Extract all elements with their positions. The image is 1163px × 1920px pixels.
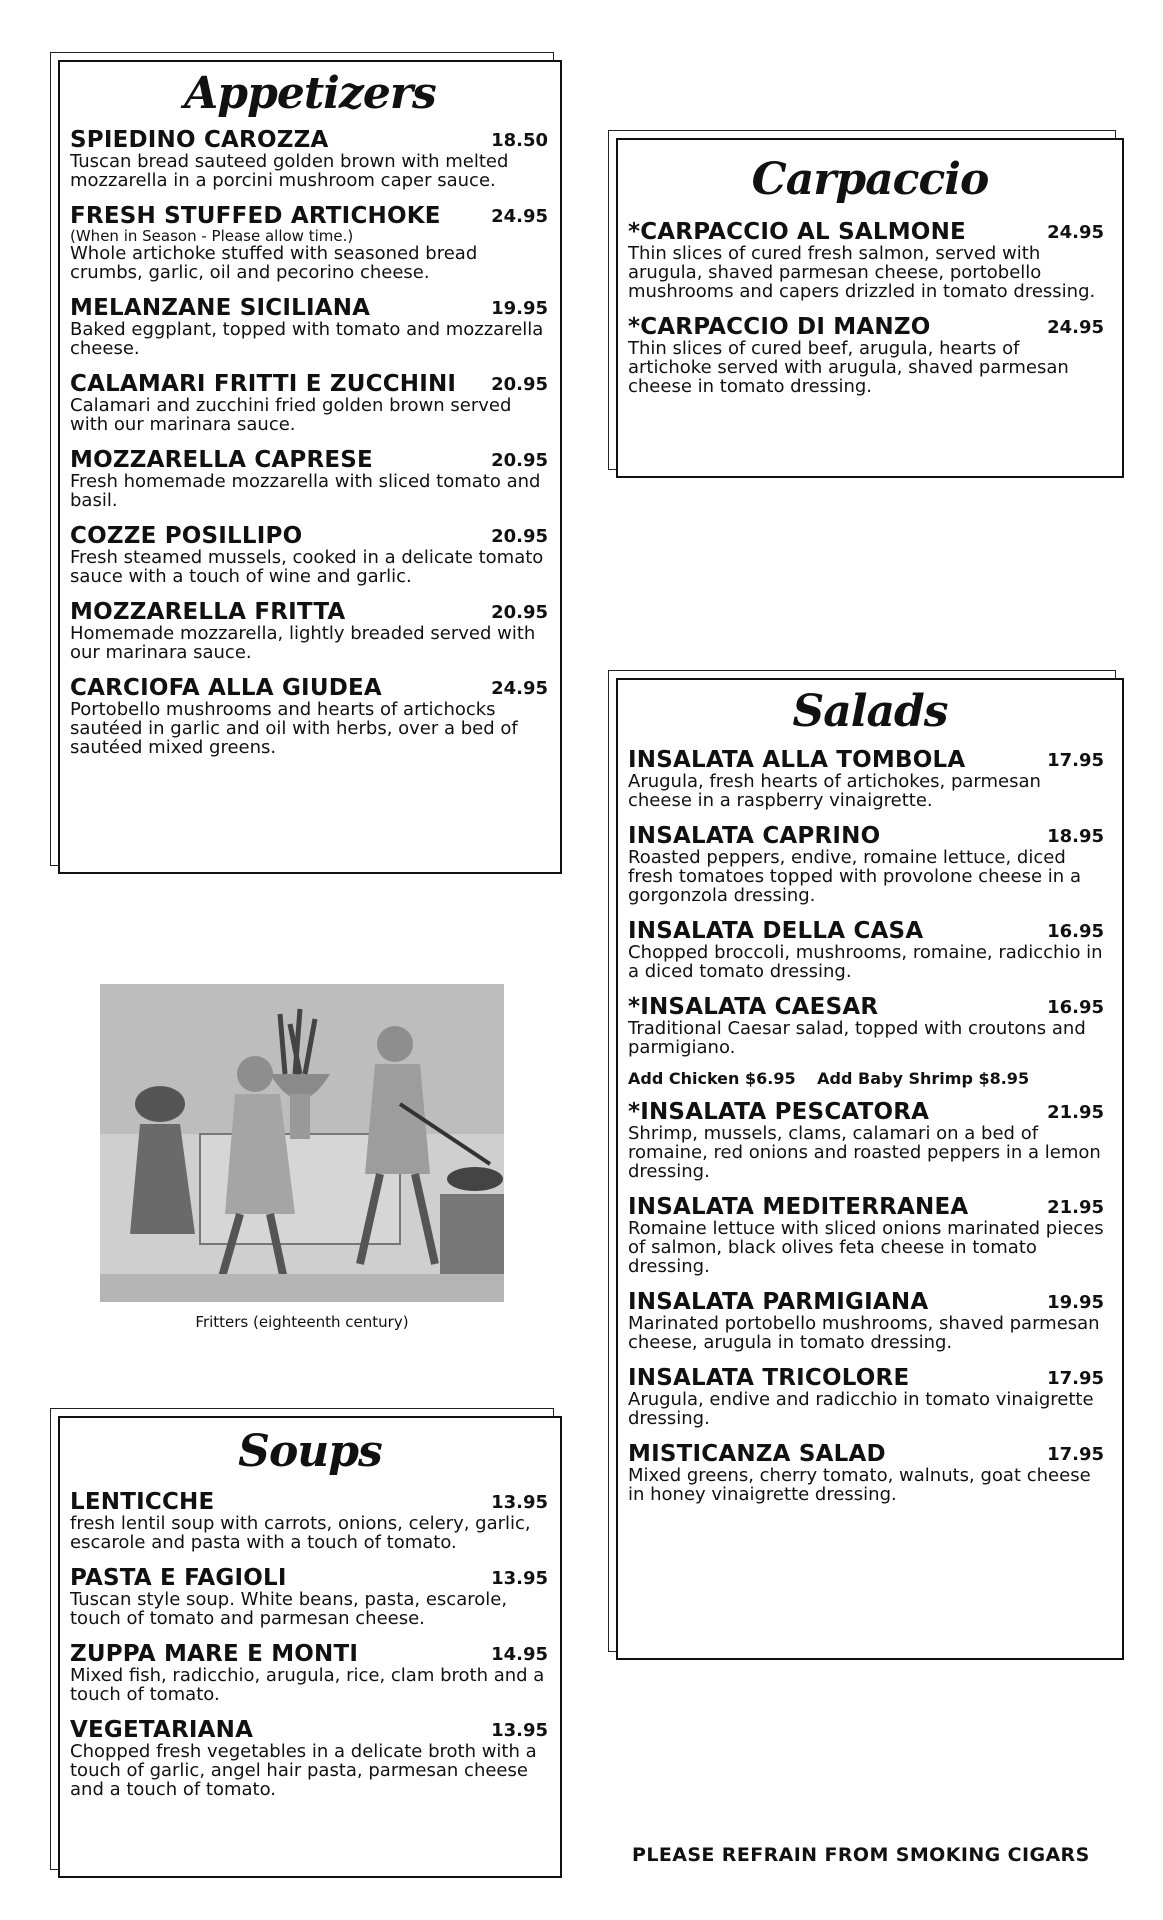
appetizers-list xyxy=(70,128,548,771)
menu-item-description: Tuscan bread sauteed golden brown with melted mozzarella in a porcini mushroom caper sauce. xyxy=(70,151,509,191)
menu-item-price: 24.95 xyxy=(1047,317,1104,338)
salads-list xyxy=(628,748,1104,1518)
menu-item xyxy=(628,995,1104,1057)
menu-item-price: 16.95 xyxy=(1047,921,1104,942)
menu-item-description: Marinated portobello mushrooms, shaved parmesan cheese, arugula in tomato dressing. xyxy=(628,1313,1100,1353)
menu-item xyxy=(70,1566,548,1628)
menu-item-description: Shrimp, mussels, clams, calamari on a bed of romaine, red onions and roasted peppers in a lemon dressing. xyxy=(628,1123,1101,1182)
menu-item-description: Arugula, endive and radicchio in tomato vinaigrette dressing. xyxy=(628,1389,1094,1429)
menu-item-price: 18.95 xyxy=(1047,826,1104,847)
fritters-engraving-image xyxy=(100,984,504,1302)
menu-item-name: SPIEDINO CAROZZA xyxy=(70,127,329,153)
menu-item-name: INSALATA TRICOLORE xyxy=(628,1365,910,1391)
menu-item-description: Fresh homemade mozzarella with sliced tomato and basil. xyxy=(70,471,541,511)
menu-item-price: 13.95 xyxy=(491,1720,548,1741)
menu-item-price: 20.95 xyxy=(491,602,548,623)
menu-item-description: Portobello mushrooms and hearts of artichocks sautéed in garlic and oil with herbs, over a bed of sautéed mixed greens. xyxy=(70,699,518,758)
menu-item-price: 16.95 xyxy=(1047,997,1104,1018)
menu-item-description: fresh lentil soup with carrots, onions, celery, garlic, escarole and pasta with a touch of tomato. xyxy=(70,1513,531,1553)
menu-item-name: MISTICANZA SALAD xyxy=(628,1441,886,1467)
menu-item-name: INSALATA MEDITERRANEA xyxy=(628,1194,969,1220)
soups-section xyxy=(50,1408,560,1878)
menu-item-description: Roasted peppers, endive, romaine lettuce, diced fresh tomatoes topped with provolone cheese in a gorgonzola dressing. xyxy=(628,847,1081,906)
salads-addons xyxy=(628,1069,1104,1088)
menu-item-name: MELANZANE SICILIANA xyxy=(70,295,371,321)
menu-item-price: 17.95 xyxy=(1047,1368,1104,1389)
menu-item-price: 24.95 xyxy=(491,206,548,227)
menu-item xyxy=(70,1642,548,1704)
menu-item xyxy=(628,315,1104,396)
carpaccio-section xyxy=(608,130,1122,478)
menu-item xyxy=(628,1366,1104,1428)
menu-item-price: 19.95 xyxy=(491,298,548,319)
carpaccio-heading: Carpaccio xyxy=(751,154,989,205)
menu-item-name: COZZE POSILLIPO xyxy=(70,523,303,549)
menu-item xyxy=(70,676,548,757)
menu-item-price: 13.95 xyxy=(491,1568,548,1589)
no-smoking-notice: PLEASE REFRAIN FROM SMOKING CIGARS xyxy=(632,1844,1090,1866)
salads-list-b xyxy=(628,1100,1104,1504)
menu-item xyxy=(70,600,548,662)
menu-item-description: Calamari and zucchini fried golden brown served with our marinara sauce. xyxy=(70,395,512,435)
menu-item xyxy=(70,524,548,586)
menu-item-price: 21.95 xyxy=(1047,1102,1104,1123)
salads-heading: Salads xyxy=(792,686,948,737)
menu-item-name: *CARPACCIO AL SALMONE xyxy=(628,219,966,245)
menu-item-name: *INSALATA PESCATORA xyxy=(628,1099,930,1125)
menu-item xyxy=(628,1100,1104,1181)
addon-chicken: Add Chicken $6.95 xyxy=(628,1069,796,1088)
menu-item-price: 17.95 xyxy=(1047,750,1104,771)
menu-item xyxy=(70,1718,548,1799)
menu-item-description: Romaine lettuce with sliced onions marinated pieces of salmon, black olives feta cheese in tomato dressing. xyxy=(628,1218,1104,1277)
illustration-caption: Fritters (eighteenth century) xyxy=(195,1313,409,1331)
menu-item-name: INSALATA PARMIGIANA xyxy=(628,1289,929,1315)
menu-item-price: 13.95 xyxy=(491,1492,548,1513)
menu-item xyxy=(70,128,548,190)
salads-frame-inner xyxy=(616,678,1124,1660)
menu-item-description: Whole artichoke stuffed with seasoned bread crumbs, garlic, oil and pecorino cheese. xyxy=(70,243,478,283)
salads-section xyxy=(608,670,1122,1660)
menu-item-price: 20.95 xyxy=(491,374,548,395)
menu-item-description: Mixed fish, radicchio, arugula, rice, clam broth and a touch of tomato. xyxy=(70,1665,545,1705)
menu-item xyxy=(628,1290,1104,1352)
menu-item-description: Chopped broccoli, mushrooms, romaine, radicchio in a diced tomato dressing. xyxy=(628,942,1103,982)
menu-item-name: MOZZARELLA CAPRESE xyxy=(70,447,373,473)
menu-item xyxy=(628,220,1104,301)
salads-list-a xyxy=(628,748,1104,1057)
menu-item-name: INSALATA ALLA TOMBOLA xyxy=(628,747,966,773)
menu-item-description: Baked eggplant, topped with tomato and mozzarella cheese. xyxy=(70,319,544,359)
menu-item-description: Thin slices of cured beef, arugula, hearts of artichoke served with arugula, shaved parmesan cheese in tomato dressing. xyxy=(628,338,1069,397)
menu-item-price: 24.95 xyxy=(491,678,548,699)
menu-item-name: CARCIOFA ALLA GIUDEA xyxy=(70,675,382,701)
menu-item-price: 20.95 xyxy=(491,450,548,471)
menu-item xyxy=(628,1195,1104,1276)
appetizers-heading: Appetizers xyxy=(184,68,436,119)
menu-item-name: PASTA E FAGIOLI xyxy=(70,1565,287,1591)
menu-item xyxy=(70,204,548,282)
menu-item-price: 17.95 xyxy=(1047,1444,1104,1465)
soups-heading: Soups xyxy=(238,1426,382,1477)
menu-item xyxy=(628,919,1104,981)
menu-item-description: Thin slices of cured fresh salmon, served with arugula, shaved parmesan cheese, portobello mushrooms and capers drizzled in tomato dressing. xyxy=(628,243,1096,302)
appetizers-frame-inner xyxy=(58,60,562,874)
menu-item xyxy=(628,824,1104,905)
menu-item-price: 19.95 xyxy=(1047,1292,1104,1313)
menu-item-price: 24.95 xyxy=(1047,222,1104,243)
menu-item xyxy=(70,1490,548,1552)
menu-item-price: 14.95 xyxy=(491,1644,548,1665)
menu-item-name: *INSALATA CAESAR xyxy=(628,994,879,1020)
appetizers-section xyxy=(50,52,560,874)
menu-item-name: LENTICCHE xyxy=(70,1489,215,1515)
menu-item xyxy=(628,1442,1104,1504)
menu-item-description: Homemade mozzarella, lightly breaded served with our marinara sauce. xyxy=(70,623,536,663)
menu-item xyxy=(628,748,1104,810)
menu-item-description: Arugula, fresh hearts of artichokes, parmesan cheese in a raspberry vinaigrette. xyxy=(628,771,1041,811)
menu-item-name: ZUPPA MARE E MONTI xyxy=(70,1641,359,1667)
soups-frame-inner xyxy=(58,1416,562,1878)
menu-item xyxy=(70,296,548,358)
menu-item-name: INSALATA DELLA CASA xyxy=(628,918,924,944)
menu-item-name: *CARPACCIO DI MANZO xyxy=(628,314,931,340)
menu-item-price: 18.50 xyxy=(491,130,548,151)
menu-item-name: VEGETARIANA xyxy=(70,1717,254,1743)
menu-item-price: 21.95 xyxy=(1047,1197,1104,1218)
menu-item-description: Fresh steamed mussels, cooked in a delicate tomato sauce with a touch of wine and garlic. xyxy=(70,547,544,587)
menu-item-description: Mixed greens, cherry tomato, walnuts, goat cheese in honey vinaigrette dressing. xyxy=(628,1465,1091,1505)
menu-item-note: (When in Season - Please allow time.) xyxy=(70,227,354,245)
menu-item-description: Chopped fresh vegetables in a delicate broth with a touch of garlic, angel hair pasta, parmesan cheese and a touch of tomato. xyxy=(70,1741,537,1800)
menu-item-name: FRESH STUFFED ARTICHOKE xyxy=(70,203,441,229)
menu-item-name: MOZZARELLA FRITTA xyxy=(70,599,346,625)
menu-item-price: 20.95 xyxy=(491,526,548,547)
carpaccio-frame-inner xyxy=(616,138,1124,478)
menu-item-name: INSALATA CAPRINO xyxy=(628,823,881,849)
menu-item xyxy=(70,372,548,434)
fritters-illustration xyxy=(100,984,504,1302)
menu-item xyxy=(70,448,548,510)
menu-item-description: Traditional Caesar salad, topped with croutons and parmigiano. xyxy=(628,1018,1086,1058)
menu-item-name: CALAMARI FRITTI E ZUCCHINI xyxy=(70,371,457,397)
menu-item-description: Tuscan style soup. White beans, pasta, escarole, touch of tomato and parmesan cheese. xyxy=(70,1589,508,1629)
carpaccio-list xyxy=(628,220,1104,410)
addon-baby-shrimp: Add Baby Shrimp $8.95 xyxy=(817,1069,1030,1088)
soups-list xyxy=(70,1490,548,1813)
